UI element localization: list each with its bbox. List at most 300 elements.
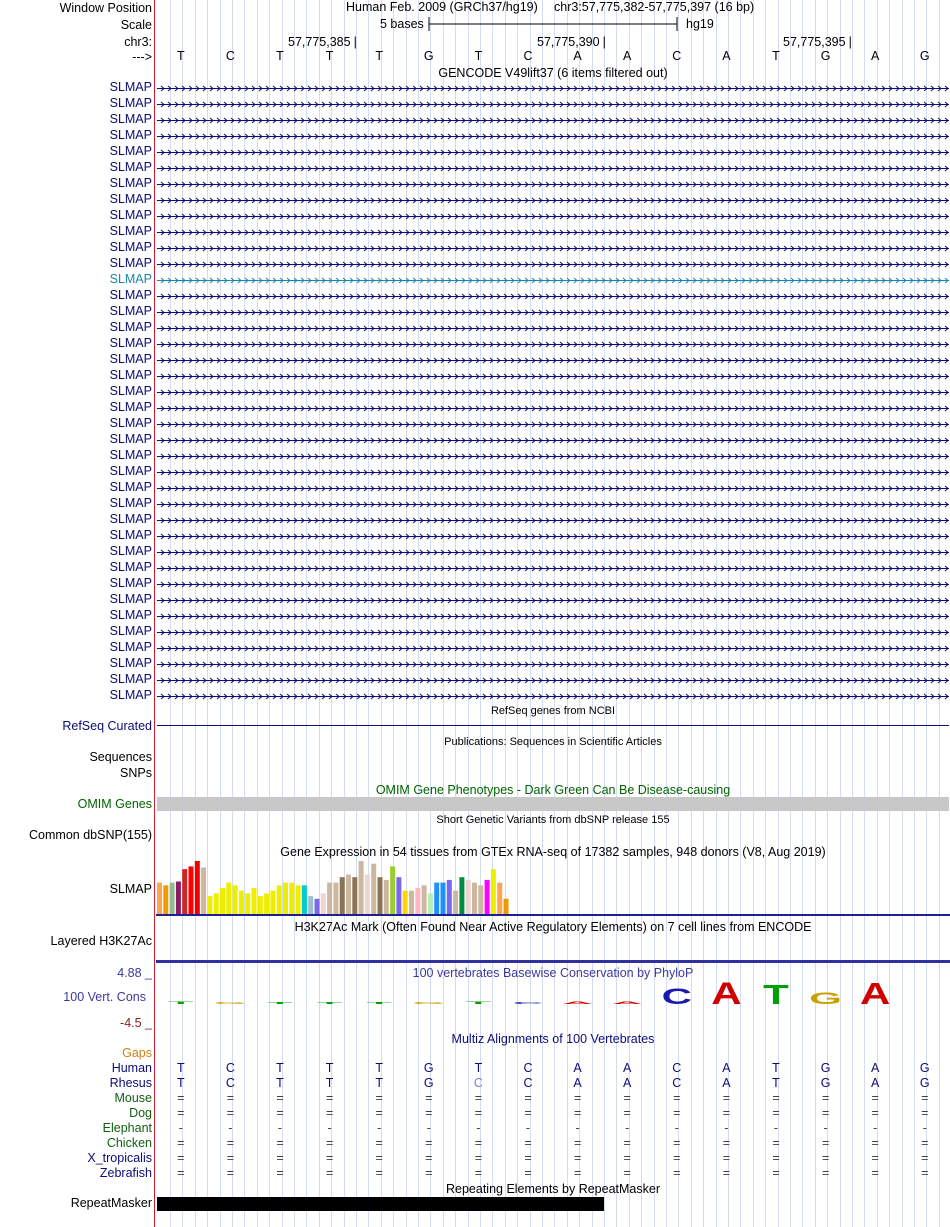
gtex-tissue-bar[interactable] bbox=[478, 885, 483, 915]
alignment-base: = bbox=[673, 1166, 681, 1180]
alignment-base: G bbox=[423, 1076, 434, 1090]
gencode-track-title: GENCODE V49lift37 (6 items filtered out) bbox=[438, 66, 668, 80]
species-label[interactable]: Zebrafish bbox=[99, 1166, 152, 1180]
sequence-base: A bbox=[573, 49, 582, 63]
alignment-base: - bbox=[327, 1121, 332, 1135]
gencode-item-label[interactable]: SLMAP bbox=[109, 432, 152, 446]
alignment-base: T bbox=[176, 1061, 185, 1075]
gencode-transcript-line[interactable] bbox=[157, 597, 949, 605]
alignment-base: = bbox=[524, 1106, 532, 1120]
gtex-tissue-bar[interactable] bbox=[365, 875, 370, 916]
h3k27ac-signal-line bbox=[156, 960, 950, 963]
alignment-base: = bbox=[772, 1091, 780, 1105]
phylop-logo-base: A bbox=[612, 1000, 643, 1005]
gaps-label: Gaps bbox=[122, 1046, 152, 1060]
dbsnp-track-title: Short Genetic Variants from dbSNP release 155 bbox=[436, 814, 670, 826]
gencode-transcript-line[interactable] bbox=[157, 181, 949, 189]
alignment-base: = bbox=[722, 1151, 731, 1165]
gencode-item-label[interactable]: SLMAP bbox=[109, 656, 152, 670]
gencode-transcript-line[interactable] bbox=[157, 261, 949, 269]
gencode-transcript-line[interactable] bbox=[157, 389, 949, 397]
gencode-transcript-line[interactable] bbox=[157, 565, 949, 573]
phylop-logo[interactable] bbox=[156, 975, 950, 1011]
gtex-tissue-bar[interactable] bbox=[415, 888, 420, 915]
gencode-transcript-line[interactable] bbox=[157, 277, 949, 285]
gtex-tissue-bar[interactable] bbox=[214, 893, 219, 915]
gencode-transcript-line[interactable] bbox=[157, 149, 949, 157]
phylop-logo-base: A bbox=[711, 975, 742, 1011]
alignment-base: = bbox=[375, 1091, 383, 1105]
gtex-tissue-bar[interactable] bbox=[296, 885, 301, 915]
alignment-base: A bbox=[573, 1061, 582, 1075]
repeatmasker-label[interactable]: RepeatMasker bbox=[70, 1196, 152, 1210]
gtex-baseline bbox=[156, 914, 950, 916]
alignment-base: = bbox=[325, 1136, 334, 1150]
gtex-tissue-bar[interactable] bbox=[283, 883, 288, 915]
gencode-transcript-line[interactable] bbox=[157, 549, 949, 557]
alignment-base: = bbox=[177, 1106, 185, 1120]
gencode-transcript-line[interactable] bbox=[157, 293, 949, 301]
gencode-item-label[interactable]: SLMAP bbox=[109, 464, 152, 478]
sequence-base: C bbox=[672, 49, 682, 63]
gtex-tissue-bar[interactable] bbox=[258, 896, 263, 915]
alignment-base: T bbox=[325, 1061, 334, 1075]
alignment-base: = bbox=[226, 1166, 235, 1180]
phylop-logo-base: G bbox=[809, 989, 842, 1008]
gtex-tissue-bar[interactable] bbox=[163, 885, 168, 915]
gencode-item-label[interactable]: SLMAP bbox=[109, 160, 152, 174]
alignment-base: - bbox=[377, 1121, 382, 1135]
gtex-tissue-bar[interactable] bbox=[233, 885, 238, 915]
gtex-tissue-bar[interactable] bbox=[422, 885, 427, 915]
alignment-base: T bbox=[325, 1076, 334, 1090]
gencode-item-label[interactable]: SLMAP bbox=[109, 112, 152, 126]
gencode-item-label[interactable]: SLMAP bbox=[109, 144, 152, 158]
alignment-base: = bbox=[276, 1136, 284, 1150]
species-label[interactable]: Rhesus bbox=[109, 1076, 152, 1090]
gencode-item-label[interactable]: SLMAP bbox=[109, 496, 152, 510]
gencode-transcript-line[interactable] bbox=[157, 469, 949, 477]
alignment-base: = bbox=[573, 1166, 582, 1180]
gencode-item-label[interactable]: SLMAP bbox=[109, 336, 152, 350]
gencode-item-label[interactable]: SLMAP bbox=[109, 384, 152, 398]
gtex-tissue-bar[interactable] bbox=[472, 883, 477, 915]
gencode-item-label[interactable]: SLMAP bbox=[109, 240, 152, 254]
gencode-item-label[interactable]: SLMAP bbox=[109, 320, 152, 334]
alignment-base: = bbox=[722, 1091, 731, 1105]
species-label[interactable]: Chicken bbox=[106, 1136, 152, 1150]
gencode-transcript-line[interactable] bbox=[157, 453, 949, 461]
alignment-base: - bbox=[575, 1121, 580, 1135]
gtex-tissue-bar[interactable] bbox=[277, 885, 282, 915]
omim-track-title: OMIM Gene Phenotypes - Dark Green Can Be Disease-causing bbox=[375, 783, 731, 797]
gencode-transcript-line[interactable] bbox=[157, 501, 949, 509]
gencode-transcript-line[interactable] bbox=[157, 693, 949, 701]
alignment-base: A bbox=[871, 1061, 880, 1075]
gtex-tissue-bar[interactable] bbox=[396, 877, 401, 915]
sequence-base: G bbox=[423, 49, 434, 63]
gtex-tissue-bar[interactable] bbox=[371, 864, 376, 915]
gtex-tissue-bar[interactable] bbox=[340, 877, 345, 915]
alignment-base: A bbox=[722, 1076, 731, 1090]
gencode-item-label[interactable]: SLMAP bbox=[109, 544, 152, 558]
alignment-base: C bbox=[523, 1076, 533, 1090]
alignment-base: G bbox=[820, 1061, 831, 1075]
gencode-transcript-line[interactable] bbox=[157, 629, 949, 637]
phylop-logo-base: C bbox=[512, 1001, 544, 1005]
coord-tick-1: 57,775,385 | bbox=[288, 35, 357, 49]
alignment-base: = bbox=[623, 1106, 631, 1120]
refseq-gene-line[interactable] bbox=[157, 725, 949, 726]
alignment-base: T bbox=[276, 1061, 284, 1075]
alignment-base: C bbox=[473, 1076, 483, 1090]
phylop-logo-base: T bbox=[763, 979, 789, 1011]
gtex-tissue-bar[interactable] bbox=[226, 883, 231, 915]
alignment-base: T bbox=[375, 1061, 383, 1075]
snps-label[interactable]: SNPs bbox=[120, 766, 152, 780]
phylop-label[interactable]: 100 Vert. Cons bbox=[63, 990, 146, 1004]
alignment-base: C bbox=[225, 1076, 235, 1090]
scale-label: Scale bbox=[120, 18, 152, 32]
repeatmasker-element[interactable] bbox=[157, 1197, 604, 1211]
gtex-tissue-bar[interactable] bbox=[453, 891, 458, 915]
gtex-tissue-bar[interactable] bbox=[327, 883, 332, 915]
gtex-tissue-bar[interactable] bbox=[485, 880, 490, 915]
gencode-transcript-line[interactable] bbox=[157, 117, 949, 125]
sequence-base: T bbox=[474, 49, 483, 63]
sequence-base: T bbox=[772, 49, 780, 63]
alignment-base: = bbox=[673, 1106, 681, 1120]
gencode-item-label[interactable]: SLMAP bbox=[109, 512, 152, 526]
alignment-base: = bbox=[226, 1136, 235, 1150]
gtex-tissue-bar[interactable] bbox=[321, 893, 326, 915]
alignment-base: = bbox=[573, 1151, 582, 1165]
gencode-transcript-line[interactable] bbox=[157, 677, 949, 685]
alignment-base: = bbox=[871, 1136, 879, 1150]
gtex-tissue-bar[interactable] bbox=[378, 877, 383, 915]
phylop-track-title: 100 vertebrates Basewise Conservation by PhyloP bbox=[412, 966, 694, 980]
alignment-base: = bbox=[226, 1106, 235, 1120]
sequence-base: A bbox=[722, 49, 731, 63]
alignment-base: = bbox=[821, 1151, 830, 1165]
h3k27ac-track-title: H3K27Ac Mark (Often Found Near Active Regulatory Elements) on 7 cell lines from ENCODE bbox=[294, 920, 812, 934]
gencode-item-label[interactable]: SLMAP bbox=[109, 640, 152, 654]
gencode-transcript-line[interactable] bbox=[157, 661, 949, 669]
alignment-base: = bbox=[177, 1136, 185, 1150]
repeatmasker-track-title: Repeating Elements by RepeatMasker bbox=[445, 1182, 660, 1196]
alignment-base: C bbox=[523, 1061, 533, 1075]
alignment-base: = bbox=[474, 1091, 483, 1105]
gtex-tissue-bar[interactable] bbox=[384, 880, 389, 915]
gtex-tissue-bar[interactable] bbox=[176, 882, 181, 916]
alignment-base: = bbox=[226, 1151, 235, 1165]
alignment-base: = bbox=[276, 1091, 284, 1105]
alignment-base: = bbox=[871, 1151, 879, 1165]
gencode-transcript-line[interactable] bbox=[157, 309, 949, 317]
dbsnp-label[interactable]: Common dbSNP(155) bbox=[29, 828, 152, 842]
gencode-transcript-line[interactable] bbox=[157, 133, 949, 141]
alignment-base: = bbox=[425, 1106, 433, 1120]
gtex-tissue-bar[interactable] bbox=[428, 893, 433, 915]
gtex-tissue-bar[interactable] bbox=[390, 866, 395, 915]
alignment-base: = bbox=[474, 1166, 483, 1180]
scale-text: 5 bases bbox=[380, 17, 424, 31]
gencode-transcript-line[interactable] bbox=[157, 165, 949, 173]
phylop-logo-base: T bbox=[316, 1001, 343, 1005]
alignment-base: T bbox=[772, 1061, 780, 1075]
gencode-item-label[interactable]: SLMAP bbox=[109, 608, 152, 622]
gtex-tissue-bar[interactable] bbox=[252, 888, 257, 915]
gtex-tissue-bar[interactable] bbox=[409, 891, 414, 915]
alignment-base: = bbox=[573, 1136, 582, 1150]
alignment-base: = bbox=[921, 1091, 929, 1105]
alignment-base: - bbox=[277, 1121, 283, 1135]
gencode-item-label[interactable]: SLMAP bbox=[109, 416, 152, 430]
alignment-base: - bbox=[426, 1121, 431, 1135]
alignment-base: = bbox=[821, 1106, 830, 1120]
species-label[interactable]: Elephant bbox=[102, 1121, 152, 1135]
alignment-base: = bbox=[772, 1151, 780, 1165]
gtex-tissue-bar[interactable] bbox=[182, 869, 187, 915]
alignment-base: = bbox=[524, 1151, 532, 1165]
alignment-base: = bbox=[474, 1106, 483, 1120]
gencode-transcript-line[interactable] bbox=[157, 517, 949, 525]
gencode-transcript-line[interactable] bbox=[157, 373, 949, 381]
alignment-base: C bbox=[672, 1061, 682, 1075]
gtex-tissue-bar[interactable] bbox=[289, 883, 294, 915]
sequence-base: T bbox=[276, 49, 284, 63]
alignment-base: = bbox=[821, 1136, 830, 1150]
position-readout: chr3:57,775,382-57,775,397 (16 bp) bbox=[554, 0, 755, 14]
alignment-base: C bbox=[672, 1076, 682, 1090]
gtex-tissue-bar[interactable] bbox=[352, 877, 357, 915]
species-label[interactable]: Dog bbox=[129, 1106, 152, 1120]
omim-gene-bar[interactable] bbox=[157, 797, 949, 811]
phylop-logo-base: T bbox=[267, 1001, 293, 1005]
gencode-transcript-line[interactable] bbox=[157, 229, 949, 237]
gencode-transcript-line[interactable] bbox=[157, 645, 949, 653]
h3k27ac-label[interactable]: Layered H3K27Ac bbox=[50, 934, 152, 948]
alignment-base: = bbox=[325, 1166, 334, 1180]
gtex-tissue-bar[interactable] bbox=[245, 893, 250, 915]
phylop-logo-base: T bbox=[167, 1000, 194, 1005]
gtex-tissue-bar[interactable] bbox=[201, 868, 206, 916]
gtex-tissue-bar[interactable] bbox=[459, 877, 464, 915]
alignment-base: = bbox=[325, 1106, 334, 1120]
refseq-label[interactable]: RefSeq Curated bbox=[62, 719, 152, 733]
gencode-item-label[interactable]: SLMAP bbox=[109, 304, 152, 318]
alignment-base: = bbox=[276, 1106, 284, 1120]
gencode-item-label[interactable]: SLMAP bbox=[109, 448, 152, 462]
gencode-transcript-line[interactable] bbox=[157, 325, 949, 333]
gencode-item-label[interactable]: SLMAP bbox=[109, 560, 152, 574]
gtex-bar-chart[interactable] bbox=[156, 858, 536, 915]
gencode-item-label[interactable]: SLMAP bbox=[109, 624, 152, 638]
gencode-item-label[interactable]: SLMAP bbox=[109, 576, 152, 590]
gtex-tissue-bar[interactable] bbox=[504, 899, 509, 915]
alignment-base: - bbox=[823, 1121, 828, 1135]
gtex-tissue-bar[interactable] bbox=[170, 883, 175, 915]
phylop-logo-base: T bbox=[465, 1000, 492, 1005]
gencode-transcript-line[interactable] bbox=[157, 613, 949, 621]
alignment-base: T bbox=[474, 1061, 483, 1075]
alignment-base: = bbox=[821, 1091, 830, 1105]
sequence-base: T bbox=[176, 49, 185, 63]
alignment-base: G bbox=[919, 1076, 930, 1090]
gtex-tissue-bar[interactable] bbox=[497, 883, 502, 915]
gencode-item-label[interactable]: SLMAP bbox=[109, 80, 152, 94]
alignment-base: T bbox=[375, 1076, 383, 1090]
refseq-track-title: RefSeq genes from NCBI bbox=[490, 705, 616, 717]
alignment-base: - bbox=[922, 1121, 927, 1135]
alignment-base: A bbox=[573, 1076, 582, 1090]
phylop-logo-base: T bbox=[366, 1001, 393, 1005]
alignment-base: T bbox=[276, 1076, 284, 1090]
gencode-transcript-line[interactable] bbox=[157, 245, 949, 253]
gtex-tissue-bar[interactable] bbox=[220, 888, 225, 915]
alignment-base: = bbox=[524, 1091, 532, 1105]
gencode-item-label[interactable]: SLMAP bbox=[109, 128, 152, 142]
alignment-base: = bbox=[474, 1136, 483, 1150]
gtex-tissue-bar[interactable] bbox=[207, 896, 212, 915]
gencode-item-label[interactable]: SLMAP bbox=[109, 176, 152, 190]
gencode-transcript-line[interactable] bbox=[157, 341, 949, 349]
gtex-tissue-bar[interactable] bbox=[308, 896, 313, 915]
alignment-base: = bbox=[623, 1166, 631, 1180]
gencode-item-label[interactable]: SLMAP bbox=[109, 272, 152, 286]
gencode-transcript-line[interactable] bbox=[157, 581, 949, 589]
gencode-item-label[interactable]: SLMAP bbox=[109, 352, 152, 366]
gtex-tissue-bar[interactable] bbox=[466, 880, 471, 915]
alignment-base: = bbox=[673, 1091, 681, 1105]
alignment-base: = bbox=[772, 1166, 780, 1180]
phylop-logo-base: A bbox=[860, 976, 891, 1011]
coord-tick-3: 57,775,395 | bbox=[783, 35, 852, 49]
gencode-transcript-line[interactable] bbox=[157, 437, 949, 445]
gtex-tissue-bar[interactable] bbox=[195, 861, 200, 915]
alignment-base: C bbox=[225, 1061, 235, 1075]
gtex-tissue-bar[interactable] bbox=[346, 875, 351, 916]
alignment-base: = bbox=[871, 1091, 879, 1105]
alignment-base: A bbox=[623, 1076, 632, 1090]
alignment-base: = bbox=[375, 1106, 383, 1120]
alignment-base: = bbox=[375, 1151, 383, 1165]
alignment-base: T bbox=[772, 1076, 780, 1090]
alignment-base: = bbox=[425, 1166, 433, 1180]
alignment-base: - bbox=[674, 1121, 679, 1135]
gencode-item-label[interactable]: SLMAP bbox=[109, 208, 152, 222]
gencode-item-label[interactable]: SLMAP bbox=[109, 480, 152, 494]
alignment-base: = bbox=[871, 1166, 879, 1180]
alignment-base: - bbox=[873, 1121, 878, 1135]
gtex-tissue-bar[interactable] bbox=[441, 883, 446, 915]
gtex-tissue-bar[interactable] bbox=[491, 869, 496, 915]
gtex-tissue-bar[interactable] bbox=[447, 880, 452, 915]
gencode-item-label[interactable]: SLMAP bbox=[109, 400, 152, 414]
window-position-label: Window Position bbox=[59, 1, 152, 15]
db-label: hg19 bbox=[686, 17, 714, 31]
gencode-transcript-line[interactable] bbox=[157, 485, 949, 493]
gtex-tissue-bar[interactable] bbox=[189, 866, 194, 915]
gencode-item-label[interactable]: SLMAP bbox=[109, 96, 152, 110]
alignment-base: = bbox=[276, 1151, 284, 1165]
species-label[interactable]: Human bbox=[111, 1061, 152, 1075]
gencode-item-label[interactable]: SLMAP bbox=[109, 368, 152, 382]
alignment-base: G bbox=[919, 1061, 930, 1075]
gtex-tissue-bar[interactable] bbox=[403, 891, 408, 915]
alignment-base: = bbox=[722, 1166, 731, 1180]
gencode-transcript-line[interactable] bbox=[157, 197, 949, 205]
gtex-tissue-bar[interactable] bbox=[302, 885, 307, 915]
alignment-base: = bbox=[772, 1136, 780, 1150]
gencode-transcript-line[interactable] bbox=[157, 101, 949, 109]
gencode-transcript-line[interactable] bbox=[157, 421, 949, 429]
gencode-item-label[interactable]: SLMAP bbox=[109, 192, 152, 206]
species-label[interactable]: X_tropicalis bbox=[87, 1151, 152, 1165]
gtex-tissue-bar[interactable] bbox=[270, 891, 275, 915]
alignment-base: - bbox=[625, 1121, 630, 1135]
alignment-base: - bbox=[228, 1121, 233, 1135]
gencode-transcript-line[interactable] bbox=[157, 357, 949, 365]
sequence-base: G bbox=[820, 49, 831, 63]
alignment-base: = bbox=[623, 1151, 631, 1165]
alignment-base: = bbox=[623, 1136, 631, 1150]
gtex-tissue-bar[interactable] bbox=[239, 891, 244, 915]
alignment-base: A bbox=[871, 1076, 880, 1090]
gtex-tissue-bar[interactable] bbox=[333, 883, 338, 915]
gencode-transcript-line[interactable] bbox=[157, 533, 949, 541]
gencode-item-label[interactable]: SLMAP bbox=[109, 528, 152, 542]
gtex-tissue-bar[interactable] bbox=[359, 861, 364, 915]
alignment-base: = bbox=[821, 1166, 830, 1180]
alignment-base: = bbox=[722, 1136, 731, 1150]
gtex-tissue-bar[interactable] bbox=[264, 893, 269, 915]
species-label[interactable]: Mouse bbox=[114, 1091, 152, 1105]
alignment-base: = bbox=[375, 1136, 383, 1150]
alignment-base: = bbox=[673, 1151, 681, 1165]
phylop-min-label: -4.5 _ bbox=[120, 1016, 152, 1030]
gtex-tissue-bar[interactable] bbox=[315, 899, 320, 915]
alignment-base: - bbox=[525, 1121, 531, 1135]
gtex-tissue-bar[interactable] bbox=[157, 883, 162, 915]
gtex-tissue-bar[interactable] bbox=[434, 883, 439, 915]
alignment-base: = bbox=[524, 1166, 532, 1180]
alignment-base: = bbox=[425, 1136, 433, 1150]
gencode-transcript-line[interactable] bbox=[157, 85, 949, 93]
alignment-base: = bbox=[921, 1106, 929, 1120]
alignment-base: - bbox=[476, 1121, 481, 1135]
phylop-max-label: 4.88 _ bbox=[117, 966, 152, 980]
gtex-label[interactable]: SLMAP bbox=[109, 882, 152, 896]
sequences-label[interactable]: Sequences bbox=[89, 750, 152, 764]
gencode-item-label[interactable]: SLMAP bbox=[109, 224, 152, 238]
alignment-base: = bbox=[325, 1091, 334, 1105]
gencode-item-label[interactable]: SLMAP bbox=[109, 592, 152, 606]
gencode-transcript-line[interactable] bbox=[157, 405, 949, 413]
alignment-base: T bbox=[176, 1076, 185, 1090]
scale-bar bbox=[428, 16, 680, 32]
alignment-base: = bbox=[871, 1106, 879, 1120]
gencode-transcript-line[interactable] bbox=[157, 213, 949, 221]
gencode-item-label[interactable]: SLMAP bbox=[109, 688, 152, 702]
alignment-base: = bbox=[177, 1091, 185, 1105]
gencode-item-label[interactable]: SLMAP bbox=[109, 256, 152, 270]
gencode-item-label[interactable]: SLMAP bbox=[109, 288, 152, 302]
omim-label[interactable]: OMIM Genes bbox=[77, 797, 152, 811]
alignment-base: = bbox=[921, 1166, 929, 1180]
alignment-base: = bbox=[177, 1166, 185, 1180]
gencode-item-label[interactable]: SLMAP bbox=[109, 672, 152, 686]
